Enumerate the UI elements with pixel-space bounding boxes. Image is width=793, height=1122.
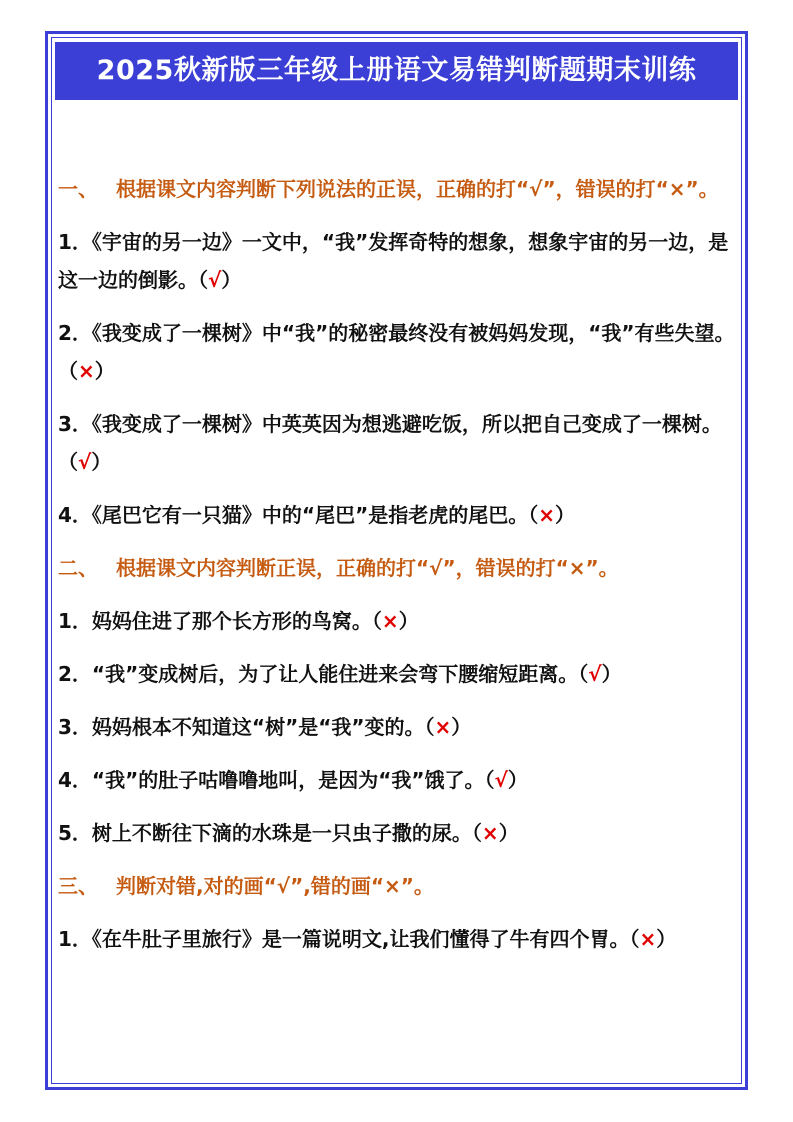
question-1-1 bbox=[58, 223, 742, 299]
question-text: 《我变成了一棵树》中“我”的秘密最终没有被妈妈发现，“我”有些失望。 bbox=[91, 321, 735, 345]
answer-mark: √ bbox=[494, 768, 508, 792]
question-text: 《在牛肚子里旅行》是一篇说明文,让我们懂得了牛有四个胃。 bbox=[91, 927, 630, 951]
question-text: “我”变成树后，为了让人能住进来会弯下腰缩短距离。 bbox=[91, 662, 579, 686]
answer-paren-open: （ bbox=[578, 662, 589, 686]
question-text: “我”的肚子咕噜噜地叫，是因为“我”饿了。 bbox=[91, 768, 485, 792]
answer-mark: × bbox=[381, 609, 399, 633]
answer-paren-close: ） bbox=[601, 662, 622, 686]
answer-mark: × bbox=[78, 359, 95, 383]
answer-paren-open: （ bbox=[58, 359, 78, 383]
question-1-2 bbox=[58, 314, 742, 390]
section-3-heading bbox=[58, 867, 742, 905]
question-1-4 bbox=[58, 496, 742, 534]
question-2-1 bbox=[58, 602, 742, 640]
answer-paren-open: （ bbox=[371, 609, 382, 633]
question-number: 5． bbox=[58, 821, 92, 845]
section-instruction: 根据课文内容判断下列说法的正误，正确的打“√”，错误的打“×”。 bbox=[116, 177, 719, 201]
question-number: 3． bbox=[58, 715, 92, 739]
question-text: 《宇宙的另一边》一文中，“我”发挥奇特的想象，想象宇宙的另一边，是这一边的倒影。 bbox=[58, 230, 729, 292]
answer-mark: √ bbox=[78, 450, 92, 474]
section-instruction: 判断对错,对的画“√”,错的画“×”。 bbox=[116, 874, 434, 898]
question-number: 2． bbox=[58, 321, 92, 345]
question-text: 妈妈根本不知道这“树”是“我”变的。 bbox=[91, 715, 425, 739]
answer-paren-close: ） bbox=[498, 821, 519, 845]
answer-mark: × bbox=[481, 821, 499, 845]
question-1-3 bbox=[58, 405, 742, 481]
question-2-2 bbox=[58, 655, 742, 693]
worksheet-content bbox=[58, 170, 742, 973]
question-number: 1． bbox=[58, 609, 92, 633]
question-2-5 bbox=[58, 814, 742, 852]
answer-mark: × bbox=[434, 715, 452, 739]
answer-paren-open: （ bbox=[424, 715, 435, 739]
answer-paren-close: ） bbox=[554, 503, 575, 527]
question-number: 4． bbox=[58, 768, 92, 792]
answer-paren-close: ） bbox=[221, 268, 242, 292]
question-text: 《我变成了一棵树》中英英因为想逃避吃饭，所以把自己变成了一棵树。 bbox=[91, 412, 722, 436]
section-2-heading bbox=[58, 549, 742, 587]
answer-paren-close: ） bbox=[656, 927, 677, 951]
question-number: 2． bbox=[58, 662, 92, 686]
section-number: 三、 bbox=[58, 874, 98, 898]
answer-paren-close: ） bbox=[94, 359, 115, 383]
answer-paren-close: ） bbox=[398, 609, 419, 633]
answer-mark: × bbox=[538, 503, 555, 527]
answer-paren-open: （ bbox=[484, 768, 495, 792]
question-text: 《尾巴它有一只猫》中的“尾巴”是指老虎的尾巴。 bbox=[91, 503, 529, 527]
answer-paren-open: （ bbox=[58, 450, 78, 474]
answer-paren-open: （ bbox=[198, 268, 208, 292]
question-number: 4． bbox=[58, 503, 92, 527]
question-text: 树上不断往下滴的水珠是一只虫子撒的尿。 bbox=[91, 821, 472, 845]
section-number: 二、 bbox=[58, 556, 98, 580]
answer-mark: √ bbox=[588, 662, 602, 686]
question-3-1 bbox=[58, 920, 742, 958]
question-2-4 bbox=[58, 761, 742, 799]
answer-paren-close: ） bbox=[91, 450, 112, 474]
question-2-3 bbox=[58, 708, 742, 746]
question-number: 3． bbox=[58, 412, 92, 436]
question-number: 1． bbox=[58, 927, 92, 951]
question-text: 妈妈住进了那个长方形的鸟窝。 bbox=[91, 609, 372, 633]
page-title: 2025秋新版三年级上册语文易错判断题期末训练 bbox=[55, 42, 738, 100]
section-1-heading bbox=[58, 170, 742, 208]
answer-paren-close: ） bbox=[451, 715, 472, 739]
answer-mark: √ bbox=[208, 268, 222, 292]
answer-paren-open: （ bbox=[528, 503, 539, 527]
section-number: 一、 bbox=[58, 177, 98, 201]
answer-mark: × bbox=[639, 927, 657, 951]
question-number: 1． bbox=[58, 230, 92, 254]
answer-paren-open: （ bbox=[629, 927, 640, 951]
answer-paren-close: ） bbox=[507, 768, 528, 792]
section-instruction: 根据课文内容判断正误，正确的打“√”，错误的打“×”。 bbox=[116, 556, 619, 580]
answer-paren-open: （ bbox=[471, 821, 482, 845]
